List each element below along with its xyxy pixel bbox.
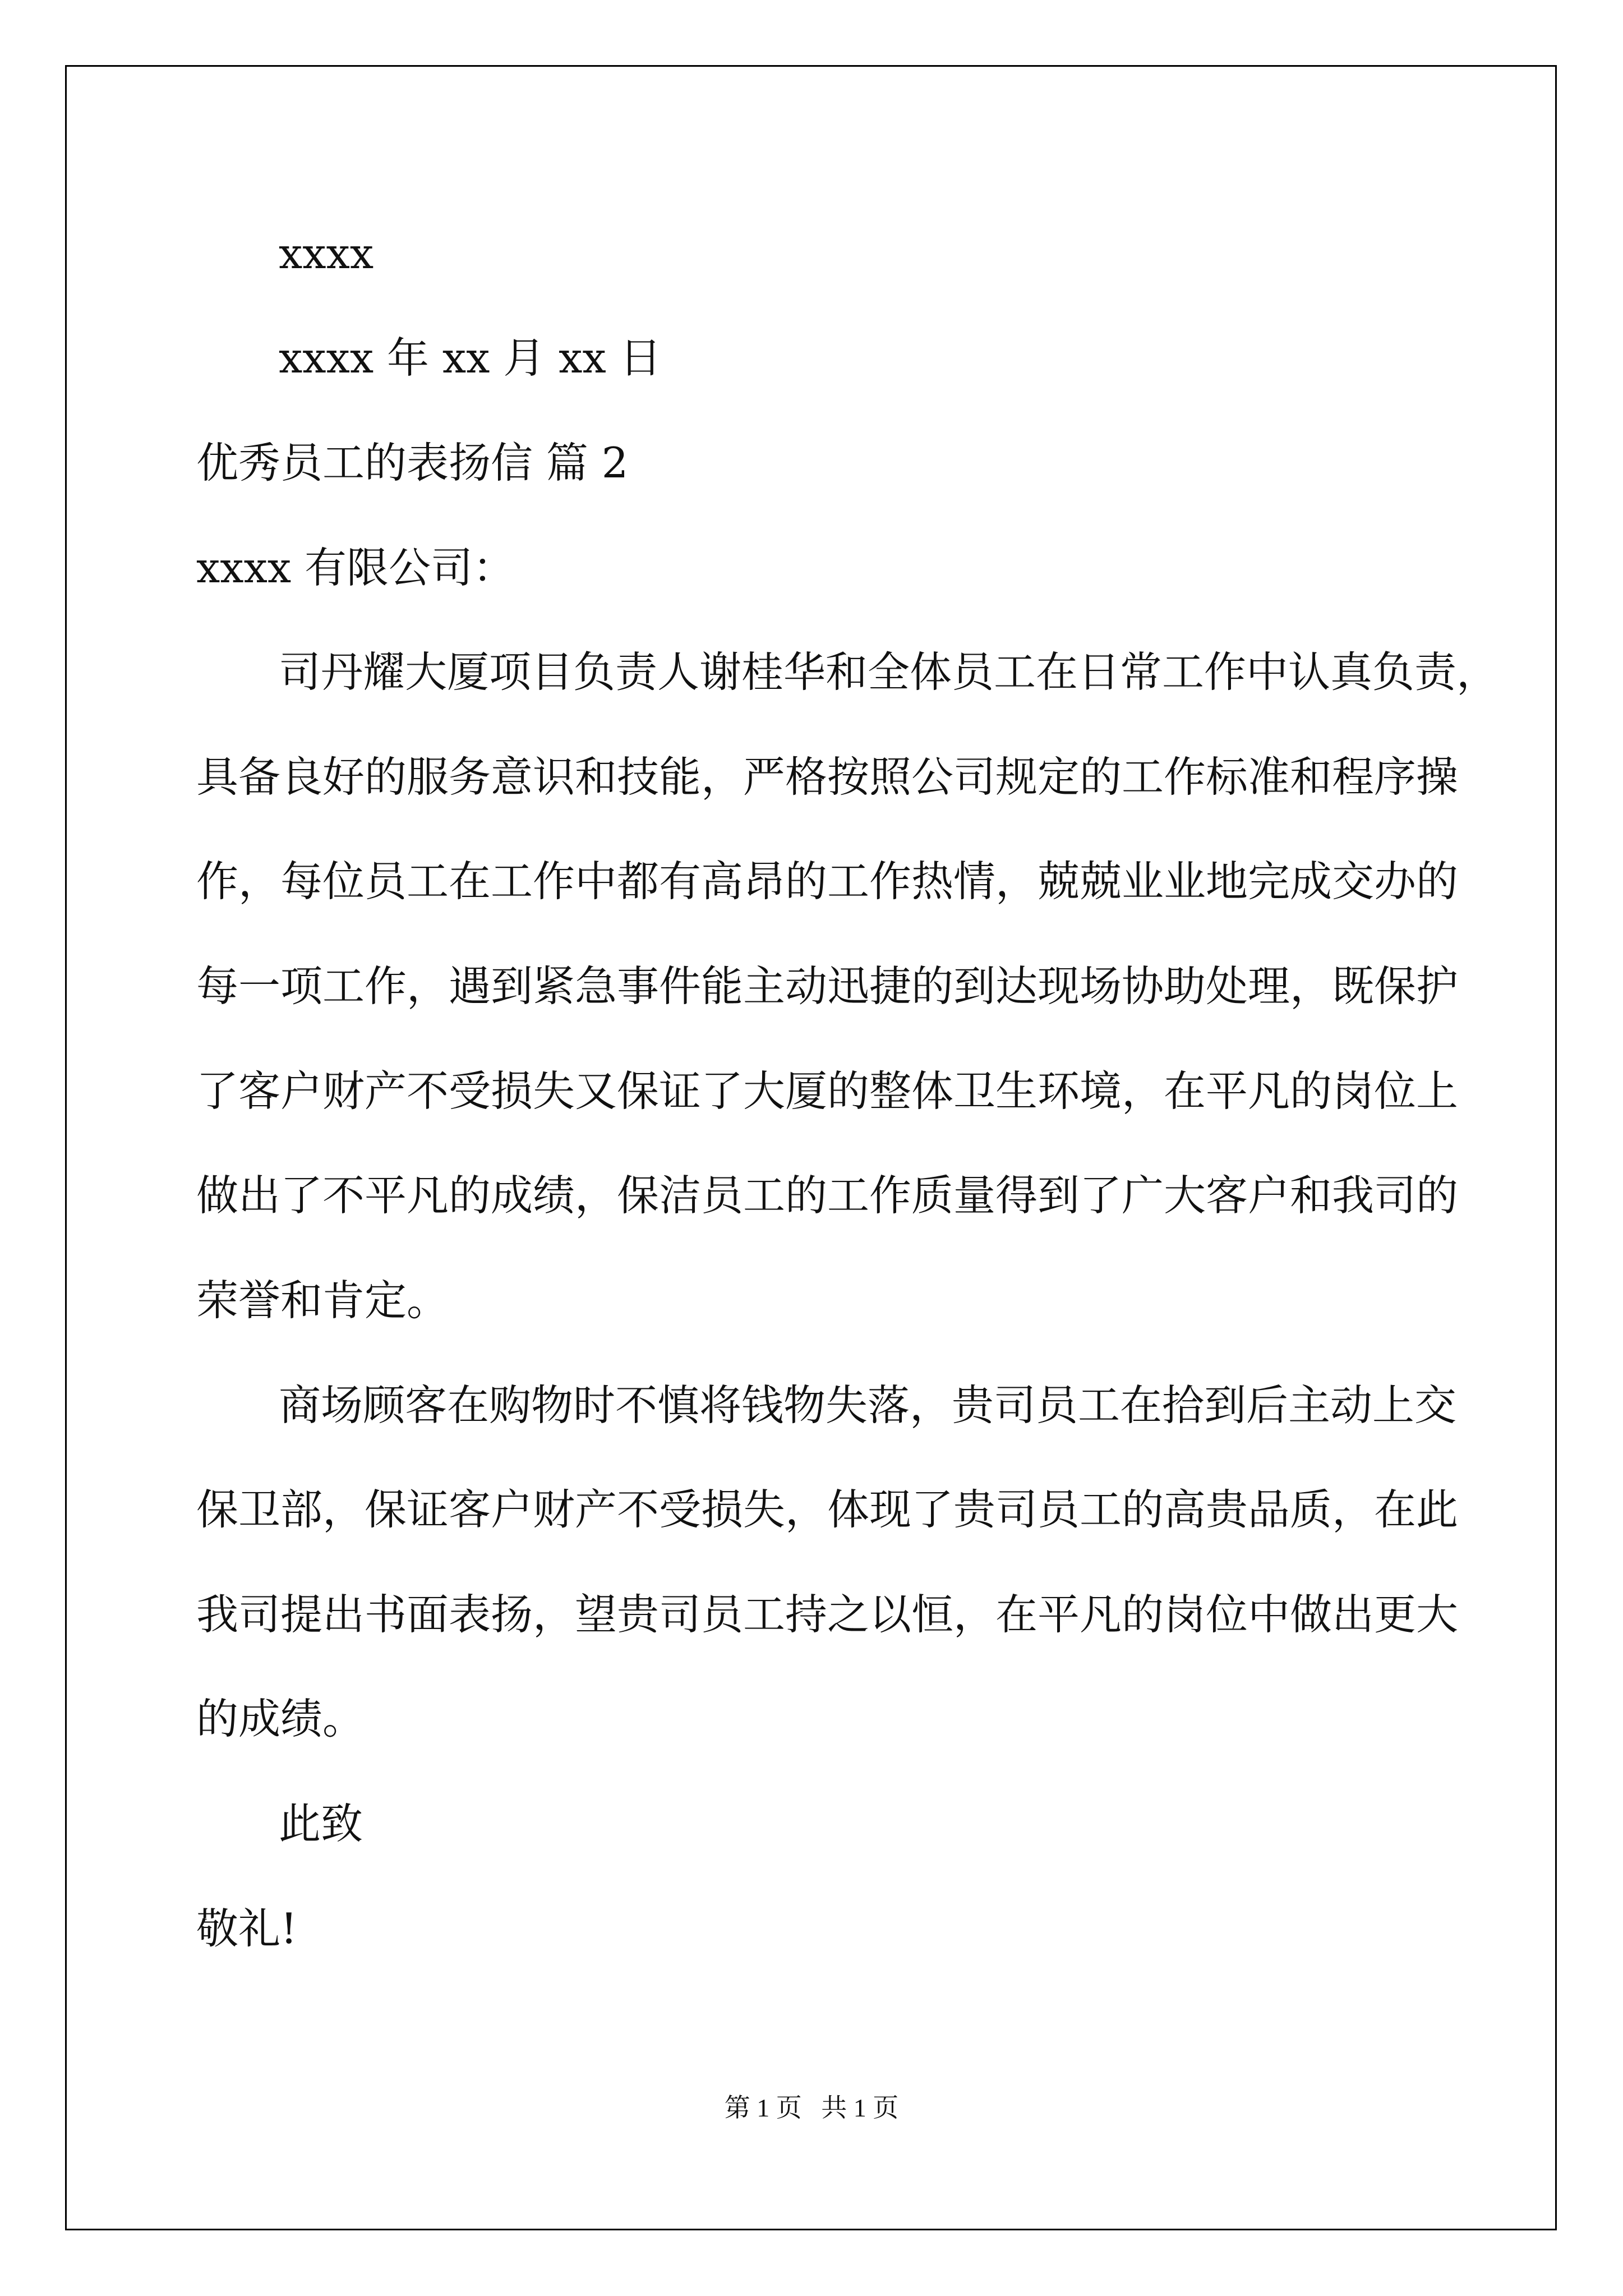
sender-name: xxxx (279, 229, 374, 278)
paragraph-1-line: 司丹耀大厦项目负责人谢桂华和全体员工在日常工作中认真负责， (279, 647, 1499, 697)
page-number-footer: 第 1 页 共 1 页 (724, 2093, 899, 2122)
salutation: xxxx 有限公司： (196, 543, 515, 592)
letter-heading: 优秀员工的表扬信 篇 2 (196, 438, 629, 487)
closing-phrase: 此致 (279, 1799, 363, 1848)
paragraph-1-line: 做出了不平凡的成绩，保洁员工的工作质量得到了广大客户和我司的 (196, 1171, 1459, 1220)
paragraph-2-line: 我司提出书面表扬，望贵司员工持之以恒，在平凡的岗位中做出更大 (196, 1590, 1459, 1639)
paragraph-1-line: 每一项工作，遇到紧急事件能主动迅捷的到达现场协助处理，既保护 (196, 961, 1459, 1011)
paragraph-2-line: 保卫部，保证客户财产不受损失，体现了贵司员工的高贵品质，在此 (196, 1485, 1459, 1534)
paragraph-2-line: 的成绩。 (196, 1694, 365, 1743)
paragraph-1-line: 作，每位员工在工作中都有高昂的工作热情，兢兢业业地完成交办的 (196, 857, 1459, 906)
paragraph-1-line: 荣誉和肯定。 (196, 1276, 449, 1325)
paragraph-1-line: 了客户财产不受损失又保证了大厦的整体卫生环境，在平凡的岗位上 (196, 1066, 1459, 1116)
letter-date: xxxx 年 xx 月 xx 日 (279, 333, 662, 383)
paragraph-2-line: 商场顾客在购物时不慎将钱物失落，贵司员工在拾到后主动上交 (279, 1381, 1457, 1430)
paragraph-1-line: 具备良好的服务意识和技能，严格按照公司规定的工作标准和程序操 (196, 752, 1459, 802)
regards: 敬礼! (196, 1904, 298, 1953)
